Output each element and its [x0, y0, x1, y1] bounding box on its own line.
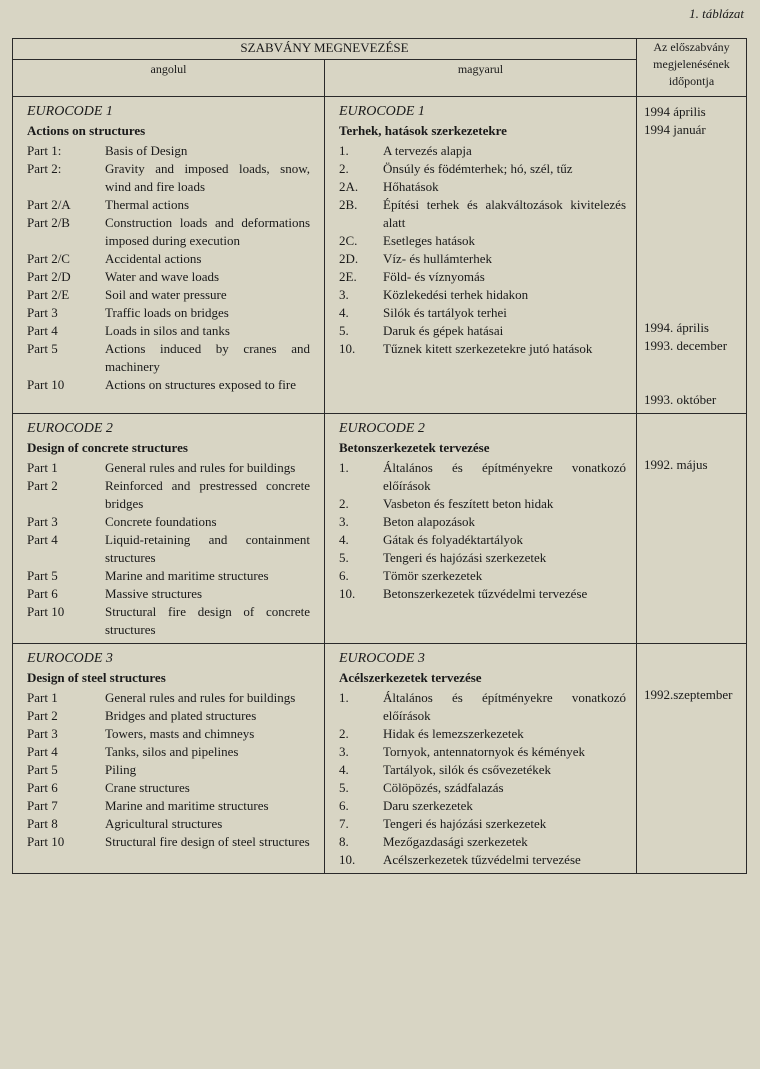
part-title-en: General rules and rules for buildings [105, 460, 296, 475]
part-row-hu [339, 304, 628, 322]
part-label: Part 3 [27, 305, 58, 320]
part-number: 5. [339, 550, 349, 565]
part-title-en: Actions induced by cranes and machinery [105, 341, 310, 374]
header-date-line2: megjelenésének [653, 57, 730, 71]
part-label: Part 3 [27, 514, 58, 529]
part-title-hu: Silók és tartályok terhei [383, 305, 507, 320]
hungarian-column-cell [325, 644, 637, 874]
part-title-hu: Esetleges hatások [383, 233, 476, 248]
section-eurocode-2 [13, 414, 747, 644]
part-number: 4. [339, 305, 349, 320]
part-label: Part 1 [27, 460, 58, 475]
part-title-en: Structural fire design of steel structures [105, 834, 310, 849]
part-number: 3. [339, 744, 349, 759]
eurocode-code-hu: EUROCODE 3 [339, 651, 425, 666]
publication-date: 1994 április [644, 104, 706, 119]
section-eurocode-1 [13, 97, 747, 414]
part-row-en [27, 214, 316, 250]
part-label: Part 2 [27, 708, 58, 723]
part-number: 2A. [339, 179, 359, 194]
part-number: 4. [339, 762, 349, 777]
part-row-en [27, 250, 316, 268]
hungarian-column-cell [325, 97, 637, 414]
part-row-hu [339, 531, 628, 549]
part-label: Part 2/A [27, 197, 71, 212]
part-number: 3. [339, 287, 349, 302]
publication-date: 1992.szeptember [644, 687, 733, 702]
part-row-en [27, 585, 316, 603]
part-title-hu: A tervezés alapja [383, 143, 472, 158]
part-title-en: Crane structures [105, 780, 190, 795]
part-row-en [27, 761, 316, 779]
part-title-en: Basis of Design [105, 143, 188, 158]
part-title-en: Soil and water pressure [105, 287, 227, 302]
part-title-hu: Tűznek kitett szerkezetekre jutó hatások [383, 341, 593, 356]
part-row-hu [339, 160, 628, 178]
part-row-en [27, 160, 316, 196]
part-title-en: Towers, masts and chimneys [105, 726, 255, 741]
part-title-en: Actions on structures exposed to fire [105, 377, 296, 392]
part-title-hu: Víz- és hullámterhek [383, 251, 493, 266]
eurocode-title-hu: Terhek, hatások szerkezetekre [339, 123, 507, 138]
part-title-en: Bridges and plated structures [105, 708, 257, 723]
part-row-hu [339, 196, 628, 232]
part-row-en [27, 286, 316, 304]
part-label: Part 10 [27, 604, 65, 619]
header-hungarian-text: magyarul [457, 62, 504, 76]
part-row-hu [339, 232, 628, 250]
part-label: Part 2/D [27, 269, 71, 284]
part-number: 1. [339, 460, 349, 475]
part-number: 2. [339, 496, 349, 511]
part-title-hu: Acélszerkezetek tűzvédelmi tervezése [383, 852, 581, 867]
part-number: 2. [339, 726, 349, 741]
part-number: 2C. [339, 233, 358, 248]
part-title-en: Piling [105, 762, 137, 777]
part-row-hu [339, 286, 628, 304]
part-label: Part 1 [27, 690, 58, 705]
part-number: 2E. [339, 269, 357, 284]
part-row-hu [339, 585, 628, 603]
eurocode-code-hu: EUROCODE 2 [339, 421, 425, 436]
part-label: Part 4 [27, 323, 58, 338]
part-row-hu [339, 178, 628, 196]
part-label: Part 2: [27, 161, 62, 176]
part-title-hu: Beton alapozások [383, 514, 476, 529]
part-row-en [27, 513, 316, 531]
part-title-en: Thermal actions [105, 197, 190, 212]
part-label: Part 4 [27, 744, 58, 759]
part-number: 10. [339, 852, 356, 867]
part-label: Part 6 [27, 780, 58, 795]
part-number: 3. [339, 514, 349, 529]
part-label: Part 5 [27, 341, 58, 356]
part-title-en: Accidental actions [105, 251, 202, 266]
part-label: Part 2/B [27, 215, 70, 230]
part-row-en [27, 376, 316, 394]
part-row-hu [339, 268, 628, 286]
part-number: 8. [339, 834, 349, 849]
part-number: 2D. [339, 251, 359, 266]
part-row-hu [339, 797, 628, 815]
part-label: Part 2 [27, 478, 58, 493]
part-title-en: Concrete foundations [105, 514, 217, 529]
eurocode-code-en: EUROCODE 3 [27, 651, 113, 666]
part-row-en [27, 815, 316, 833]
part-row-en [27, 689, 316, 707]
header-hungarian [325, 60, 637, 97]
part-row-en [27, 779, 316, 797]
part-title-hu: Építési terhek és alakváltozások kivitelezés alatt [383, 197, 626, 230]
part-number: 6. [339, 568, 349, 583]
part-label: Part 7 [27, 798, 58, 813]
part-title-hu: Betonszerkezetek tűzvédelmi tervezése [383, 586, 588, 601]
publication-date: 1994. április [644, 320, 709, 335]
part-label: Part 2/C [27, 251, 70, 266]
part-number: 2B. [339, 197, 358, 212]
part-row-en [27, 268, 316, 286]
part-row-en [27, 531, 316, 567]
part-title-hu: Tengeri és hajózási szerkezetek [383, 550, 547, 565]
part-row-hu [339, 689, 628, 725]
part-row-en [27, 322, 316, 340]
english-column-cell [13, 644, 325, 874]
part-row-hu [339, 340, 628, 358]
part-row-en [27, 340, 316, 376]
part-title-en: Loads in silos and tanks [105, 323, 230, 338]
part-row-en [27, 743, 316, 761]
part-title-en: Tanks, silos and pipelines [105, 744, 239, 759]
part-row-en [27, 304, 316, 322]
part-row-hu [339, 142, 628, 160]
eurocode-code-en: EUROCODE 2 [27, 421, 113, 436]
part-number: 1. [339, 690, 349, 705]
part-number: 5. [339, 323, 349, 338]
date-column-cell [637, 414, 747, 644]
part-row-en [27, 603, 316, 639]
part-label: Part 5 [27, 762, 58, 777]
publication-date: 1993. december [644, 338, 728, 353]
part-title-hu: Hőhatások [383, 179, 439, 194]
part-number: 6. [339, 798, 349, 813]
part-label: Part 8 [27, 816, 58, 831]
part-title-en: Agricultural structures [105, 816, 223, 831]
part-title-hu: Mezőgazdasági szerkezetek [383, 834, 528, 849]
eurocode-table [12, 38, 747, 874]
part-title-hu: Tengeri és hajózási szerkezetek [383, 816, 547, 831]
part-title-hu: Önsúly és födémterhek; hó, szél, tűz [383, 161, 573, 176]
part-title-en: Massive structures [105, 586, 203, 601]
part-title-en: Traffic loads on bridges [105, 305, 229, 320]
part-title-en: Marine and maritime structures [105, 568, 269, 583]
part-row-hu [339, 549, 628, 567]
part-row-en [27, 567, 316, 585]
part-title-hu: Tartályok, silók és csővezetékek [383, 762, 552, 777]
date-column-cell [637, 644, 747, 874]
part-number: 2. [339, 161, 349, 176]
part-row-en [27, 833, 316, 851]
part-row-en [27, 142, 316, 160]
eurocode-code-en: EUROCODE 1 [27, 104, 113, 119]
header-date-line3: időpontja [668, 74, 715, 88]
part-title-hu: Általános és építményekre vonatkozó előírások [383, 690, 626, 723]
part-number: 5. [339, 780, 349, 795]
part-row-en [27, 725, 316, 743]
table-caption: 1. táblázat [689, 6, 744, 21]
part-title-hu: Tömör szerkezetek [383, 568, 483, 583]
part-title-en: Water and wave loads [105, 269, 220, 284]
part-label: Part 10 [27, 834, 65, 849]
eurocode-code-hu: EUROCODE 1 [339, 104, 425, 119]
part-title-en: Structural fire design of concrete structures [105, 604, 310, 637]
part-title-en: Gravity and imposed loads, snow, wind and fire loads [105, 161, 310, 194]
part-row-hu [339, 833, 628, 851]
part-title-hu: Cölöpözés, szádfalazás [383, 780, 504, 795]
part-row-hu [339, 761, 628, 779]
header-english [13, 60, 325, 97]
publication-date: 1994 január [644, 122, 706, 137]
part-title-en: Marine and maritime structures [105, 798, 269, 813]
part-label: Part 5 [27, 568, 58, 583]
part-number: 1. [339, 143, 349, 158]
part-row-hu [339, 779, 628, 797]
english-column-cell [13, 97, 325, 414]
part-label: Part 10 [27, 377, 65, 392]
header-english-text: angolul [150, 62, 187, 76]
date-column-cell [637, 97, 747, 414]
part-row-hu [339, 725, 628, 743]
part-title-hu: Tornyok, antennatornyok és kémények [383, 744, 585, 759]
part-row-hu [339, 322, 628, 340]
header-standard-name-text: SZABVÁNY MEGNEVEZÉSE [240, 40, 409, 55]
part-title-hu: Hidak és lemezszerkezetek [383, 726, 524, 741]
part-number: 4. [339, 532, 349, 547]
part-title-hu: Daru szerkezetek [383, 798, 473, 813]
part-row-en [27, 797, 316, 815]
section-eurocode-3 [13, 644, 747, 874]
part-title-en: General rules and rules for buildings [105, 690, 296, 705]
header-standard-name [13, 39, 637, 60]
part-number: 7. [339, 816, 349, 831]
part-title-en: Liquid-retaining and containment structures [105, 532, 310, 565]
part-row-hu [339, 743, 628, 761]
header-date-line1: Az előszabvány [653, 40, 730, 54]
part-label: Part 4 [27, 532, 58, 547]
hungarian-column-cell [325, 414, 637, 644]
part-title-hu: Vasbeton és feszített beton hidak [383, 496, 554, 511]
eurocode-title-hu: Acélszerkezetek tervezése [339, 670, 482, 685]
part-title-hu: Gátak és folyadéktartályok [383, 532, 524, 547]
part-number: 10. [339, 341, 356, 356]
part-row-en [27, 196, 316, 214]
part-row-hu [339, 851, 628, 869]
part-number: 10. [339, 586, 356, 601]
header-date [637, 39, 747, 97]
part-title-hu: Közlekedési terhek hidakon [383, 287, 529, 302]
part-title-en: Construction loads and deformations imposed during execution [105, 215, 310, 248]
part-row-en [27, 459, 316, 477]
part-label: Part 3 [27, 726, 58, 741]
part-label: Part 2/E [27, 287, 70, 302]
eurocode-title-en: Design of concrete structures [27, 440, 188, 455]
eurocode-title-en: Design of steel structures [27, 670, 166, 685]
publication-date: 1993. október [644, 392, 717, 407]
part-row-hu [339, 250, 628, 268]
part-row-hu [339, 459, 628, 495]
part-title-hu: Általános és építményekre vonatkozó előírások [383, 460, 626, 493]
part-label: Part 1: [27, 143, 62, 158]
part-row-hu [339, 495, 628, 513]
part-row-hu [339, 815, 628, 833]
part-row-hu [339, 567, 628, 585]
eurocode-title-en: Actions on structures [27, 123, 146, 138]
part-title-hu: Föld- és víznyomás [383, 269, 485, 284]
eurocode-title-hu: Betonszerkezetek tervezése [339, 440, 490, 455]
part-title-hu: Daruk és gépek hatásai [383, 323, 504, 338]
part-row-en [27, 707, 316, 725]
part-title-en: Reinforced and prestressed concrete bridges [105, 478, 310, 511]
part-row-en [27, 477, 316, 513]
publication-date: 1992. május [644, 457, 708, 472]
english-column-cell [13, 414, 325, 644]
part-row-hu [339, 513, 628, 531]
part-label: Part 6 [27, 586, 58, 601]
